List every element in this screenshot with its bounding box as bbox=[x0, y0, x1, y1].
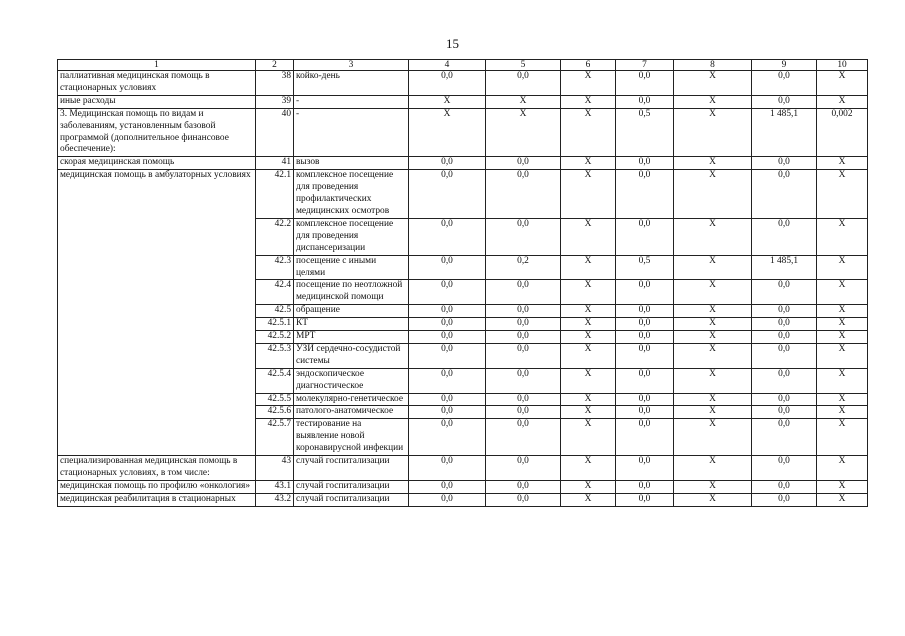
row-unit-cell: случай госпитализации bbox=[294, 480, 409, 493]
row-unit-cell: посещение по неотложной медицинской помощи bbox=[294, 280, 409, 305]
value-cell: X bbox=[486, 95, 561, 108]
value-cell: 0,0 bbox=[409, 419, 486, 456]
value-cell: 0,5 bbox=[616, 108, 674, 157]
value-cell: 0,0 bbox=[409, 305, 486, 318]
value-cell: 0,0 bbox=[616, 480, 674, 493]
value-cell: 0,0 bbox=[486, 480, 561, 493]
value-cell: X bbox=[817, 218, 868, 255]
header-cell: 1 bbox=[58, 60, 256, 71]
value-cell: 0,0 bbox=[616, 331, 674, 344]
value-cell: 0,0 bbox=[486, 305, 561, 318]
value-cell: X bbox=[817, 95, 868, 108]
value-cell: X bbox=[817, 280, 868, 305]
value-cell: X bbox=[674, 218, 752, 255]
value-cell: X bbox=[674, 157, 752, 170]
header-cell: 7 bbox=[616, 60, 674, 71]
value-cell: X bbox=[561, 170, 616, 219]
value-cell: X bbox=[674, 108, 752, 157]
value-cell: X bbox=[561, 456, 616, 481]
value-cell: X bbox=[561, 406, 616, 419]
value-cell: 0,0 bbox=[616, 157, 674, 170]
value-cell: 0,0 bbox=[409, 157, 486, 170]
value-cell: 0,002 bbox=[817, 108, 868, 157]
row-unit-cell: - bbox=[294, 95, 409, 108]
value-cell: 0,0 bbox=[752, 305, 817, 318]
value-cell: X bbox=[817, 170, 868, 219]
value-cell: 0,0 bbox=[752, 406, 817, 419]
value-cell: 0,5 bbox=[616, 255, 674, 280]
value-cell: 0,0 bbox=[486, 331, 561, 344]
value-cell: 0,0 bbox=[409, 280, 486, 305]
row-name-cell: медицинская помощь в амбулаторных условиях bbox=[58, 170, 256, 456]
row-unit-cell: МРТ bbox=[294, 331, 409, 344]
row-code-cell: 42.5.3 bbox=[256, 343, 294, 368]
value-cell: X bbox=[561, 95, 616, 108]
row-unit-cell: - bbox=[294, 108, 409, 157]
value-cell: 0,2 bbox=[486, 255, 561, 280]
value-cell: X bbox=[561, 108, 616, 157]
value-cell: 0,0 bbox=[616, 318, 674, 331]
value-cell: 0,0 bbox=[616, 280, 674, 305]
value-cell: 0,0 bbox=[752, 368, 817, 393]
page-number: 15 bbox=[446, 36, 459, 51]
value-cell: 0,0 bbox=[409, 368, 486, 393]
value-cell: X bbox=[561, 318, 616, 331]
value-cell: X bbox=[561, 393, 616, 406]
row-code-cell: 42.5.7 bbox=[256, 419, 294, 456]
value-cell: 0,0 bbox=[616, 95, 674, 108]
value-cell: 0,0 bbox=[486, 456, 561, 481]
value-cell: 0,0 bbox=[486, 280, 561, 305]
value-cell: 0,0 bbox=[409, 318, 486, 331]
value-cell: 0,0 bbox=[616, 493, 674, 506]
row-code-cell: 42.5.6 bbox=[256, 406, 294, 419]
value-cell: 0,0 bbox=[752, 218, 817, 255]
table-row bbox=[58, 157, 868, 170]
row-unit-cell: вызов bbox=[294, 157, 409, 170]
row-code-cell: 42.5.1 bbox=[256, 318, 294, 331]
value-cell: 0,0 bbox=[486, 343, 561, 368]
value-cell: X bbox=[674, 480, 752, 493]
row-unit-cell: эндоскопическое диагностическое bbox=[294, 368, 409, 393]
value-cell: 0,0 bbox=[616, 406, 674, 419]
value-cell: 0,0 bbox=[752, 493, 817, 506]
row-unit-cell: КТ bbox=[294, 318, 409, 331]
row-code-cell: 42.1 bbox=[256, 170, 294, 219]
value-cell: 0,0 bbox=[409, 343, 486, 368]
value-cell: X bbox=[674, 170, 752, 219]
row-code-cell: 39 bbox=[256, 95, 294, 108]
row-code-cell: 43.1 bbox=[256, 480, 294, 493]
value-cell: X bbox=[817, 318, 868, 331]
value-cell: X bbox=[561, 218, 616, 255]
value-cell: X bbox=[817, 331, 868, 344]
value-cell: X bbox=[817, 493, 868, 506]
row-code-cell: 38 bbox=[256, 71, 294, 96]
row-name-cell: медицинская реабилитация в стационарных bbox=[58, 493, 256, 506]
row-unit-cell: тестирование на выявление новой коронавирусной инфекции bbox=[294, 419, 409, 456]
row-code-cell: 42.5 bbox=[256, 305, 294, 318]
value-cell: X bbox=[674, 331, 752, 344]
value-cell: 0,0 bbox=[616, 368, 674, 393]
value-cell: X bbox=[561, 419, 616, 456]
row-code-cell: 42.3 bbox=[256, 255, 294, 280]
value-cell: 0,0 bbox=[486, 419, 561, 456]
value-cell: 0,0 bbox=[616, 419, 674, 456]
row-unit-cell: патолого-анатомическое bbox=[294, 406, 409, 419]
value-cell: 0,0 bbox=[409, 71, 486, 96]
header-cell: 10 bbox=[817, 60, 868, 71]
value-cell: 0,0 bbox=[752, 318, 817, 331]
value-cell: 0,0 bbox=[752, 71, 817, 96]
value-cell: X bbox=[674, 419, 752, 456]
value-cell: 0,0 bbox=[616, 218, 674, 255]
value-cell: 0,0 bbox=[409, 480, 486, 493]
value-cell: 0,0 bbox=[752, 280, 817, 305]
row-unit-cell: случай госпитализации bbox=[294, 493, 409, 506]
row-code-cell: 42.2 bbox=[256, 218, 294, 255]
row-name-cell: специализированная медицинская помощь в стационарных условиях, в том числе: bbox=[58, 456, 256, 481]
value-cell: 0,0 bbox=[486, 170, 561, 219]
table-row bbox=[58, 95, 868, 108]
value-cell: X bbox=[817, 305, 868, 318]
row-unit-cell: обращение bbox=[294, 305, 409, 318]
value-cell: 0,0 bbox=[752, 157, 817, 170]
value-cell: 0,0 bbox=[752, 480, 817, 493]
header-cell: 3 bbox=[294, 60, 409, 71]
header-cell: 8 bbox=[674, 60, 752, 71]
value-cell: 0,0 bbox=[409, 331, 486, 344]
value-cell: X bbox=[817, 71, 868, 96]
value-cell: X bbox=[674, 406, 752, 419]
row-name-cell: паллиативная медицинская помощь в стационарных условиях bbox=[58, 71, 256, 96]
value-cell: 0,0 bbox=[486, 393, 561, 406]
value-cell: X bbox=[561, 305, 616, 318]
value-cell: 0,0 bbox=[752, 456, 817, 481]
row-name-cell: 3. Медицинская помощь по видам и заболеваниям, установленным базовой программой (дополнительное финансовое обеспечение): bbox=[58, 108, 256, 157]
row-unit-cell: случай госпитализации bbox=[294, 456, 409, 481]
row-name-cell: медицинская помощь по профилю «онкология» bbox=[58, 480, 256, 493]
value-cell: 0,0 bbox=[486, 318, 561, 331]
value-cell: X bbox=[817, 406, 868, 419]
header-cell: 6 bbox=[561, 60, 616, 71]
header-cell: 9 bbox=[752, 60, 817, 71]
header-cell: 4 bbox=[409, 60, 486, 71]
value-cell: 1 485,1 bbox=[752, 255, 817, 280]
row-code-cell: 43.2 bbox=[256, 493, 294, 506]
value-cell: 0,0 bbox=[616, 393, 674, 406]
row-code-cell: 43 bbox=[256, 456, 294, 481]
value-cell: X bbox=[561, 493, 616, 506]
value-cell: X bbox=[674, 318, 752, 331]
value-cell: 0,0 bbox=[486, 368, 561, 393]
header-row bbox=[58, 60, 868, 71]
value-cell: X bbox=[486, 108, 561, 157]
value-cell: X bbox=[817, 480, 868, 493]
value-cell: X bbox=[674, 343, 752, 368]
header-cell: 2 bbox=[256, 60, 294, 71]
value-cell: 0,0 bbox=[616, 343, 674, 368]
value-cell: X bbox=[561, 343, 616, 368]
table-row bbox=[58, 493, 868, 506]
row-name-cell: иные расходы bbox=[58, 95, 256, 108]
value-cell: X bbox=[561, 368, 616, 393]
row-code-cell: 40 bbox=[256, 108, 294, 157]
value-cell: X bbox=[409, 108, 486, 157]
table-row bbox=[58, 71, 868, 96]
value-cell: X bbox=[561, 280, 616, 305]
row-unit-cell: койко-день bbox=[294, 71, 409, 96]
value-cell: 0,0 bbox=[486, 406, 561, 419]
value-cell: X bbox=[674, 368, 752, 393]
value-cell: X bbox=[674, 456, 752, 481]
value-cell: 0,0 bbox=[409, 456, 486, 481]
table-row bbox=[58, 170, 868, 219]
table-row bbox=[58, 108, 868, 157]
value-cell: 0,0 bbox=[616, 305, 674, 318]
row-unit-cell: комплексное посещение для проведения диспансеризации bbox=[294, 218, 409, 255]
value-cell: X bbox=[817, 157, 868, 170]
value-cell: 1 485,1 bbox=[752, 108, 817, 157]
value-cell: 0,0 bbox=[486, 71, 561, 96]
value-cell: 0,0 bbox=[409, 493, 486, 506]
value-cell: X bbox=[674, 393, 752, 406]
value-cell: 0,0 bbox=[409, 170, 486, 219]
row-code-cell: 41 bbox=[256, 157, 294, 170]
value-cell: X bbox=[561, 255, 616, 280]
value-cell: X bbox=[817, 343, 868, 368]
value-cell: 0,0 bbox=[486, 493, 561, 506]
value-cell: 0,0 bbox=[752, 331, 817, 344]
value-cell: 0,0 bbox=[486, 218, 561, 255]
row-unit-cell: УЗИ сердечно-сосудистой системы bbox=[294, 343, 409, 368]
value-cell: X bbox=[674, 280, 752, 305]
data-table bbox=[57, 59, 868, 507]
row-code-cell: 42.5.4 bbox=[256, 368, 294, 393]
value-cell: 0,0 bbox=[409, 406, 486, 419]
value-cell: X bbox=[674, 305, 752, 318]
value-cell: 0,0 bbox=[409, 218, 486, 255]
row-code-cell: 42.5.5 bbox=[256, 393, 294, 406]
value-cell: X bbox=[561, 157, 616, 170]
table-row bbox=[58, 456, 868, 481]
value-cell: X bbox=[674, 493, 752, 506]
row-code-cell: 42.5.2 bbox=[256, 331, 294, 344]
value-cell: 0,0 bbox=[409, 393, 486, 406]
value-cell: X bbox=[817, 456, 868, 481]
value-cell: 0,0 bbox=[616, 170, 674, 219]
row-unit-cell: посещение с иными целями bbox=[294, 255, 409, 280]
value-cell: 0,0 bbox=[752, 419, 817, 456]
value-cell: X bbox=[409, 95, 486, 108]
value-cell: 0,0 bbox=[486, 157, 561, 170]
value-cell: 0,0 bbox=[616, 456, 674, 481]
value-cell: 0,0 bbox=[752, 170, 817, 219]
value-cell: X bbox=[817, 419, 868, 456]
value-cell: 0,0 bbox=[616, 71, 674, 96]
table-row bbox=[58, 480, 868, 493]
value-cell: X bbox=[674, 95, 752, 108]
value-cell: X bbox=[561, 331, 616, 344]
row-unit-cell: комплексное посещение для проведения профилактических медицинских осмотров bbox=[294, 170, 409, 219]
value-cell: X bbox=[674, 255, 752, 280]
value-cell: 0,0 bbox=[409, 255, 486, 280]
value-cell: X bbox=[561, 480, 616, 493]
value-cell: 0,0 bbox=[752, 95, 817, 108]
value-cell: X bbox=[817, 255, 868, 280]
value-cell: X bbox=[561, 71, 616, 96]
row-name-cell: скорая медицинская помощь bbox=[58, 157, 256, 170]
value-cell: 0,0 bbox=[752, 393, 817, 406]
value-cell: X bbox=[817, 393, 868, 406]
row-code-cell: 42.4 bbox=[256, 280, 294, 305]
value-cell: X bbox=[817, 368, 868, 393]
header-cell: 5 bbox=[486, 60, 561, 71]
row-unit-cell: молекулярно-генетическое bbox=[294, 393, 409, 406]
value-cell: X bbox=[674, 71, 752, 96]
value-cell: 0,0 bbox=[752, 343, 817, 368]
